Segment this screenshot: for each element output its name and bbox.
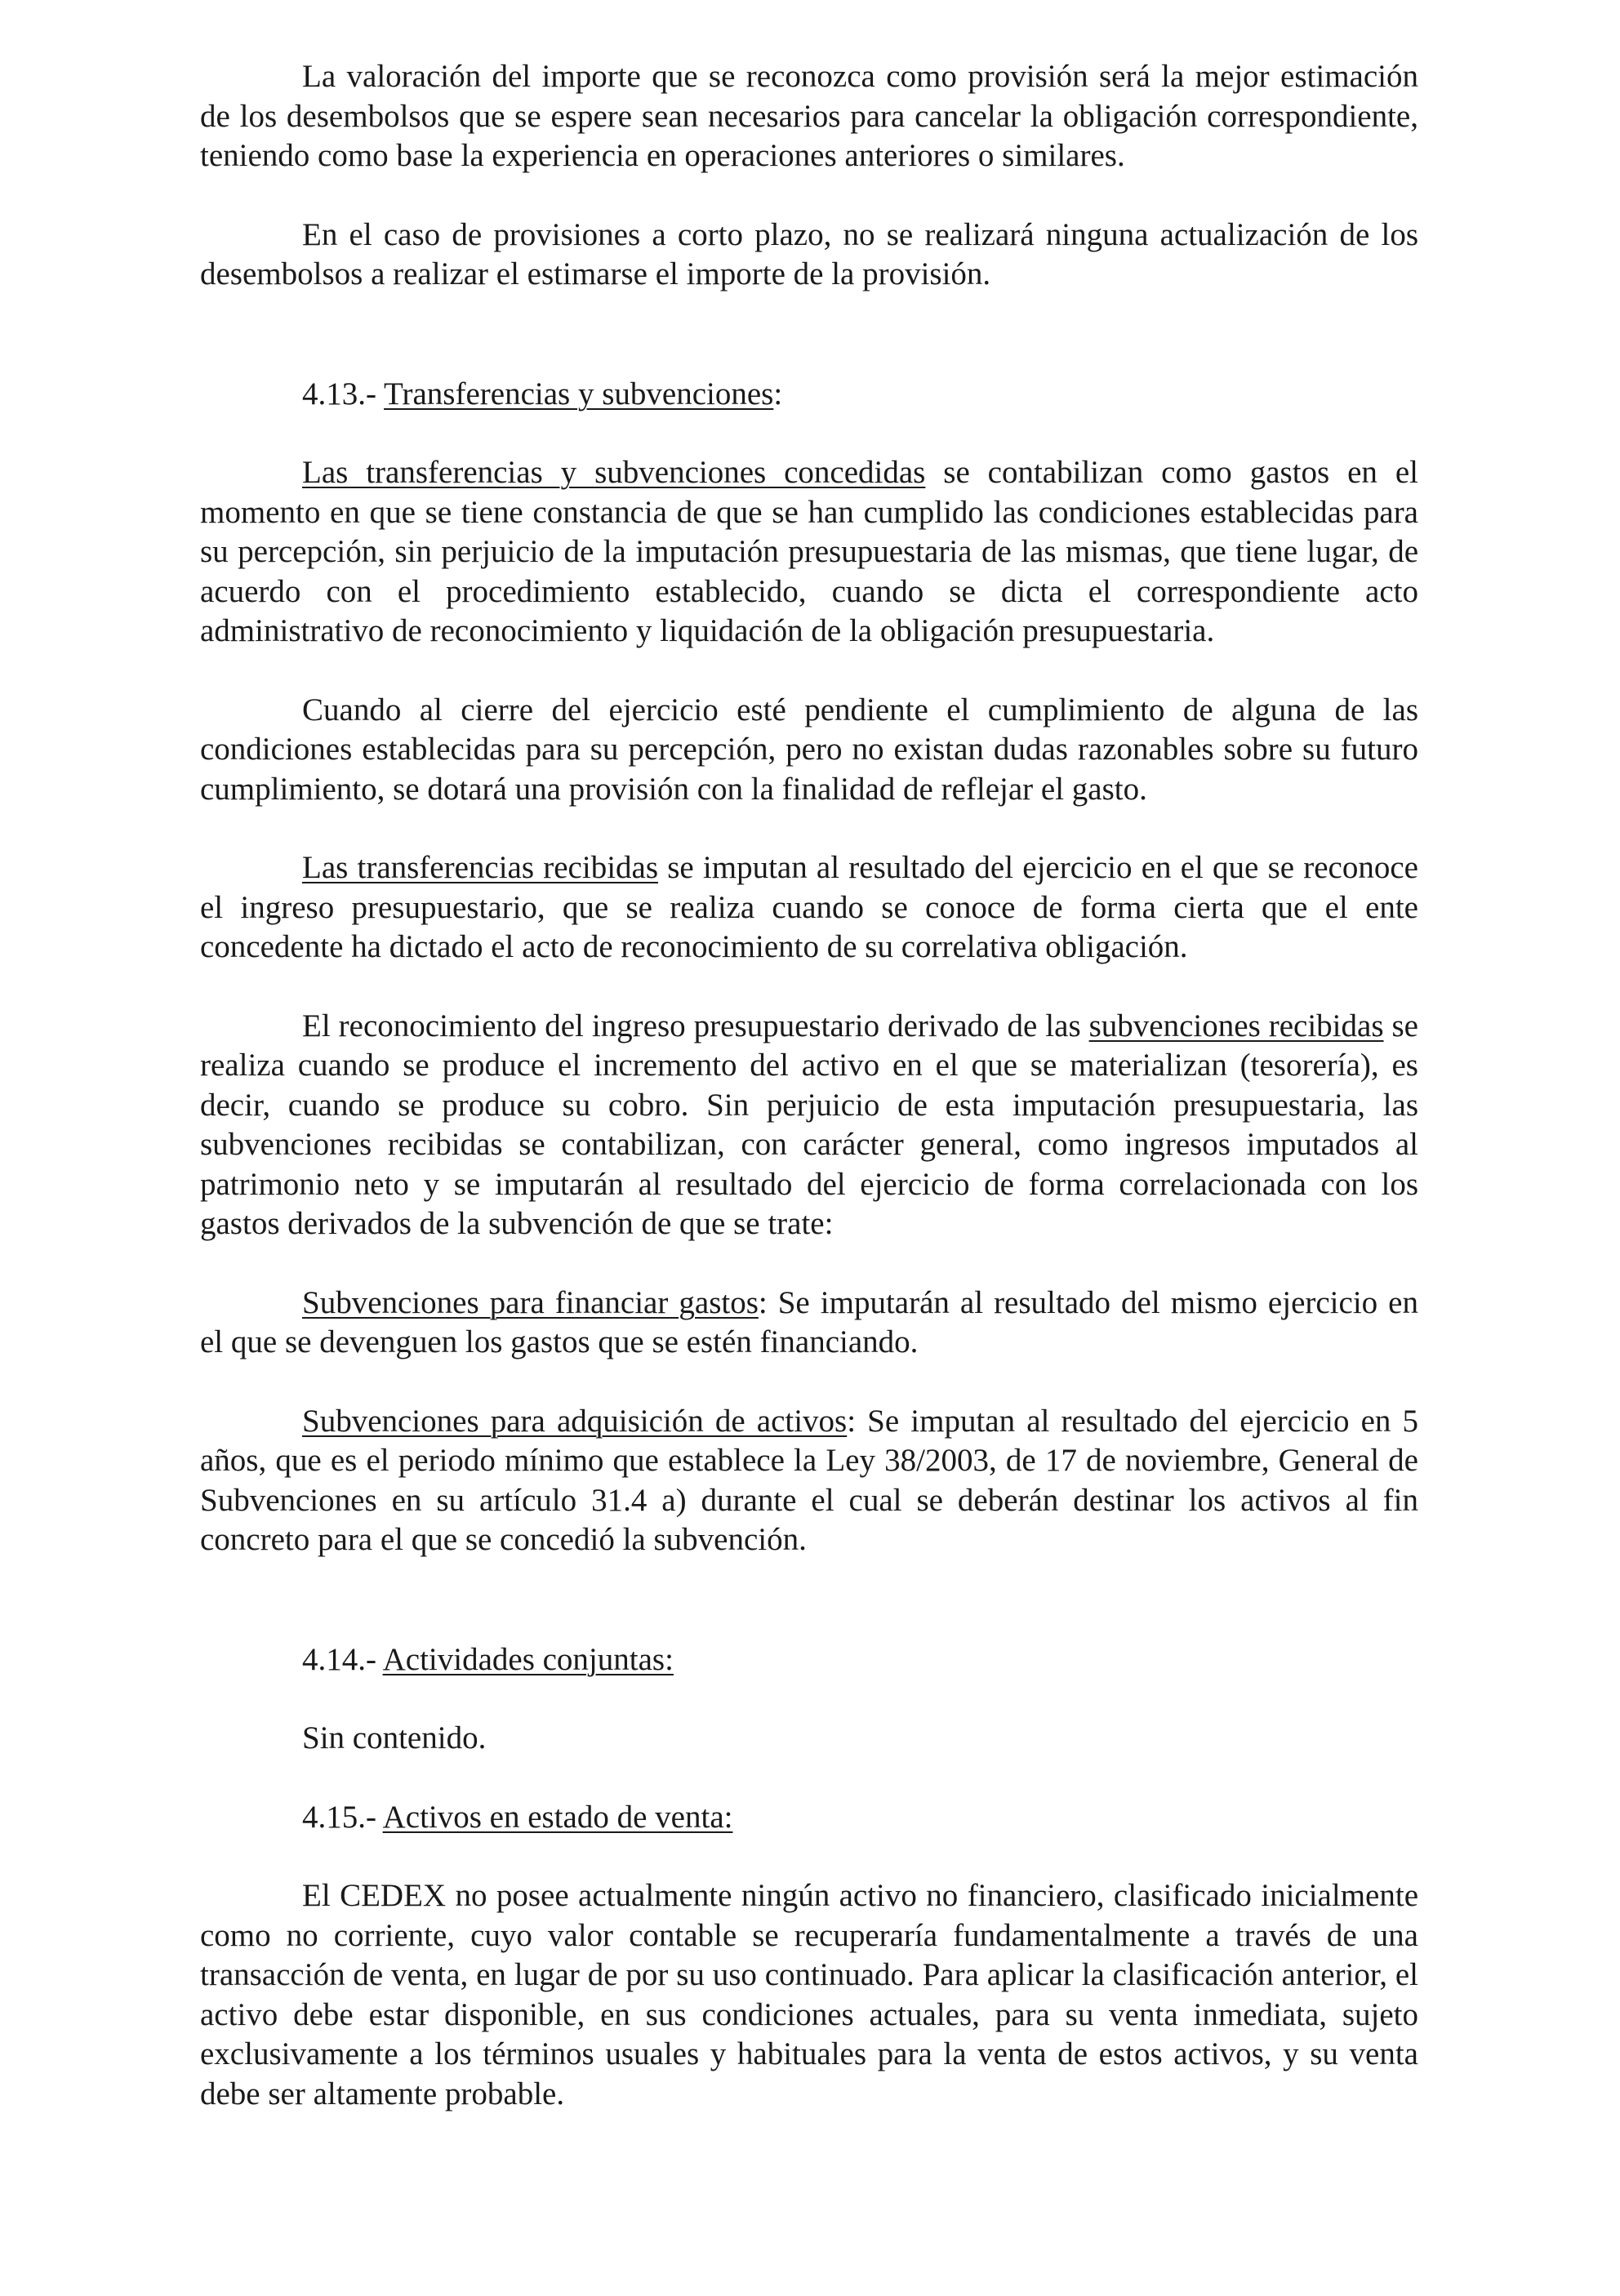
section-title: Transferencias y subvenciones — [384, 376, 774, 412]
section-number: 4.15.- — [302, 1799, 383, 1835]
paragraph-text: se contabilizan como gastos en el momento en que se tiene constancia de que se han cumplido las condiciones establecidas para su percepción, sin perjuicio de la imputación presupuestaria de las mismas, que tiene lugar, de acuerdo con el procedimiento establecido, cuando se dicta el correspondiente acto administrativo de reconocimiento y liquidación de la obligación presupuestaria. — [200, 455, 1418, 648]
paragraph-subsidies-received — [200, 1007, 1418, 1244]
underlined-term: Las transferencias recibidas — [302, 850, 659, 885]
paragraph-text: : Se imputarán al resultado del mismo ejercicio en el que se devenguen los gastos que se estén financiando. — [200, 1284, 1418, 1359]
section-title: Activos en estado de venta: — [382, 1799, 733, 1835]
section-heading-4-13 — [200, 375, 1418, 415]
paragraph-assets-for-sale: El CEDEX no posee actualmente ningún activo no financiero, clasificado inicialmente como no corriente, cuyo valor contable se recuperaría fundamentalmente a través de una transacción de venta, en lugar de por su uso continuado. Para aplicar la clasificación anterior, el activo debe estar disponible, en sus condiciones actuales, para su venta inmediata, sujeto exclusivamente a los términos usuales y habituales para la venta de estos activos, y su venta debe ser altamente probable. — [200, 1878, 1418, 2111]
paragraph-pending-conditions: Cuando al cierre del ejercicio esté pendiente el cumplimiento de alguna de las condiciones establecidas para su percepción, pero no existan dudas razonables sobre su futuro cumplimiento, se dotará una provisión con la finalidad de reflejar el gasto. — [200, 692, 1418, 807]
paragraph-text: El reconocimiento del ingreso presupuestario derivado de las — [302, 1008, 1089, 1043]
paragraph-provision-valuation: La valoración del importe que se reconozca como provisión será la mejor estimación de los desembolsos que se espere sean necesarios para cancelar la obligación correspondiente, teniendo como base la experiencia en operaciones anteriores o similares. — [200, 59, 1418, 173]
underlined-term: subvenciones recibidas — [1088, 1008, 1384, 1043]
underlined-term: Las transferencias y subvenciones concedidas — [302, 455, 926, 490]
paragraph-subsidies-expenses — [200, 1284, 1418, 1363]
paragraph-transfers-granted — [200, 453, 1418, 652]
section-number: 4.14.- — [302, 1641, 383, 1677]
paragraph-subsidies-assets — [200, 1402, 1418, 1560]
paragraph-short-term-provisions: En el caso de provisiones a corto plazo, no se realizará ninguna actualización de los desembolsos a realizar el estimarse el importe de la provisión. — [200, 216, 1418, 291]
paragraph-text: se realiza cuando se produce el incremento del activo en el que se materializan (tesorería), es decir, cuando se produce su cobro. Sin perjuicio de esta imputación presupuestaria, las subvenciones recibidas se contabilizan, con carácter general, como ingresos imputados al patrimonio neto y se imputarán al resultado del ejercicio de forma correlacionada con los gastos derivados de la subvención de que se trate: — [200, 1008, 1418, 1241]
section-colon: : — [773, 376, 783, 412]
paragraph-text: se imputan al resultado del ejercicio en el que se reconoce el ingreso presupuestario, que se realiza cuando se conoce de forma cierta que el ente concedente ha dictado el acto de reconocimiento de su correlativa obligación. — [200, 850, 1418, 964]
underlined-term: Subvenciones para adquisición de activos — [302, 1403, 848, 1439]
section-heading-4-15 — [200, 1798, 1418, 1838]
paragraph-transfers-received — [200, 848, 1418, 968]
document-page — [200, 57, 1418, 2114]
section-number: 4.13.- — [302, 376, 385, 412]
section-title: Actividades conjuntas: — [382, 1641, 674, 1677]
underlined-term: Subvenciones para financiar gastos — [302, 1284, 759, 1320]
paragraph-no-content: Sin contenido. — [302, 1720, 487, 1755]
section-heading-4-14 — [200, 1640, 1418, 1680]
paragraph-text: : Se imputan al resultado del ejercicio en 5 años, que es el periodo mínimo que establece la Ley 38/2003, de 17 de noviembre, General de Subvenciones en su artículo 31.4 a) durante el cual se deberán destinar los activos al fin concreto para el que se concedió la subvención. — [200, 1403, 1418, 1557]
